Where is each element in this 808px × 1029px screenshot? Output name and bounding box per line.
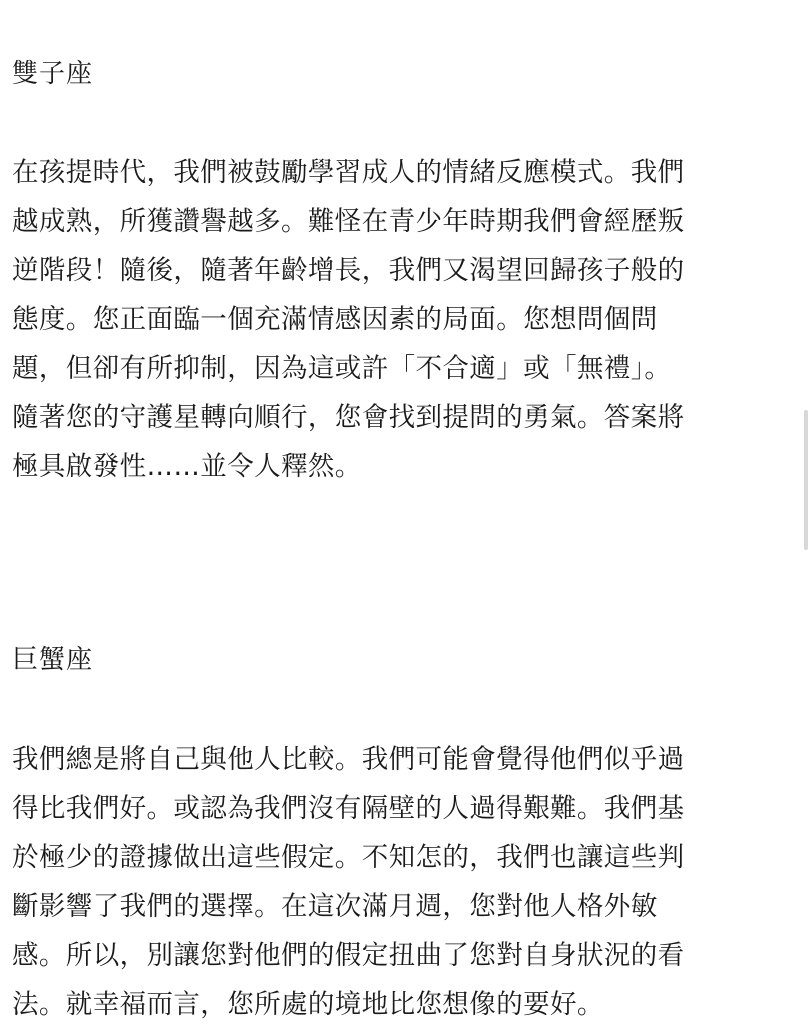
section-body-cancer xyxy=(12,735,802,1029)
paragraph-line: 逆階段！隨後，隨著年齡增長，我們又渴望回歸孩子般的 xyxy=(12,255,685,286)
paragraph-line: 態度。您正面臨一個充滿情感因素的局面。您想問個問 xyxy=(12,304,658,335)
paragraph-line: 斷影響了我們的選擇。在這次滿月週，您對他人格外敏 xyxy=(12,891,658,922)
paragraph-line: 感。所以，別讓您對他們的假定扭曲了您對自身狀況的看 xyxy=(12,940,685,971)
paragraph-line: 於極少的證據做出這些假定。不知怎的，我們也讓這些判 xyxy=(12,842,685,873)
paragraph-line: 在孩提時代，我們被鼓勵學習成人的情緒反應模式。我們 xyxy=(12,157,685,188)
paragraph-line: 得比我們好。或認為我們沒有隔壁的人過得艱難。我們基 xyxy=(12,793,685,824)
paragraph-line: 法。就幸福而言，您所處的境地比您想像的要好。 xyxy=(12,989,604,1020)
paragraph-line: 題，但卻有所抑制，因為這或許「不合適」或「無禮」。 xyxy=(12,353,672,384)
paragraph-line: 極具啟發性……並令人釋然。 xyxy=(12,451,362,482)
section-body-gemini xyxy=(12,148,802,491)
section-title-cancer: 巨蟹座 xyxy=(12,645,94,675)
paragraph-line: 越成熟，所獲讚譽越多。難怪在青少年時期我們會經歷叛 xyxy=(12,206,685,237)
paragraph-line: 我們總是將自己與他人比較。我們可能會覺得他們似乎過 xyxy=(12,744,685,775)
scroll-indicator[interactable] xyxy=(804,410,808,550)
paragraph-line: 隨著您的守護星轉向順行，您會找到提問的勇氣。答案將 xyxy=(12,402,685,433)
section-title-gemini: 雙子座 xyxy=(12,59,94,89)
